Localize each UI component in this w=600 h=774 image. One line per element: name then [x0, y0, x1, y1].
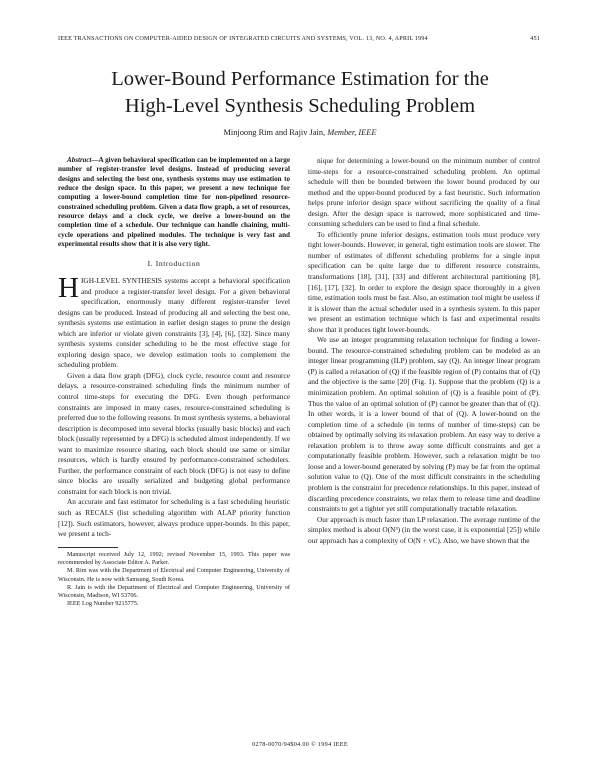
footnote-manuscript: Manuscript received July 12, 1992; revised November 15, 1993. This paper was recommended by Associate Editor A. Parker.: [58, 550, 290, 566]
intro-paragraph-3: An accurate and fast estimator for scheduling is a fast scheduling heuristic such as RECALS (list scheduling algorithm with ALAP priority function [12]). Such estimators, however, always produce upper-bounds. In this paper, we present a tech-: [58, 497, 290, 539]
running-header: [58, 35, 540, 42]
intro-paragraph-1: [58, 271, 290, 371]
intro-paragraph-2: Given a data flow graph (DFG), clock cycle, resource count and resource delays, a resource-constrained scheduling finds the minimum number of control time-steps for executing the DFG. Even though performance constraints are imposed in many cases, resource-constrained scheduling is preferred due to the following reasons. In most synthesis systems, a behavioral description is decomposed into several blocks (usually basic blocks) and each block (usually represented by a DFG) is scheduled almost independently. If we want to maximize resource sharing, each block should use same or similar resources, which is hardly ensured by performance-constrained schedulers. Further, the performance constraint of each block (DFG) is not easy to define since blocks are usually serialized and budgeting global performance constraint for each block is non trivial.: [58, 370, 291, 496]
section-heading-introduction: I. Introduction: [147, 259, 201, 269]
right-paragraph-2: To efficiently prune inferior designs, estimation tools must produce very tight lower-bounds. However, in general, tight estimation tools are slower. The number of estimates of different scheduling problems for a single input specification can be quite large due to different resource constraints, transformations [18], [31], [33] and different architectural partitioning [8], [16], [17], [32]. In order to explore the design space thoroughly in a given time, estimation tools must be fast. Also, an estimation tool might be useless if it is slower than the actual scheduler used in a synthesis system. In this paper we present an estimation technique which is fast and experimental results show that it produces tight lower-bounds.: [308, 229, 540, 334]
title-line-1: Lower-Bound Performance Estimation for the: [111, 68, 489, 90]
abstract-text: —A given behavioral specification can be implemented on a large number of register-transfer level designs. Instead of producing several designs and selecting the best one, synthesis systems may use estimation to reduce the design space. In this paper, we present a new technique for computing a lower-bound completion time for non-pipelined resource-constrained scheduling problem. Given a data flow graph, a set of resources, resource delays and a clock cycle, we derive a lower-bound on the completion time of a schedule. Our technique can handle chaining, multi-cycle operations and pipelined modules. The technique is very fast and experimental results show that it is also very tight.: [58, 156, 290, 249]
intro-paragraph-1-text: IGH-LEVEL SYNTHESIS systems accept a behavioral specification and produce a register-transfer level design. For a given behavioral specification, enormously many different register-transfer level designs can be produced. Instead of producing all and selecting the best one, synthesis systems use estimation in earlier design stages to prune the design which are inferior or violate given constraints [3], [4], [6], [32]. Since many synthesis systems consider scheduling to be the most effective stage for exploring design space, we develop estimation tools to complement the scheduling problem.: [58, 275, 290, 370]
right-paragraph-3: We use an integer programming relaxation technique for finding a lower-bound. The resource-constrained scheduling problem can be modeled as an integer linear programming (ILP) problem, say (Q). An integer linear program (P) is called a relaxation of (Q) if the feasible region of (P) contains that of (Q) and the objective is the same [20] (Fig. 1). Suppose that the problem (Q) is a minimization problem. An optimal solution of (Q) is a feasible point of (P). Thus the value of an optimal solution of (P) cannot be greater than that of (Q). In other words, it is a lower bound of that of (Q). A lower-bound on the completion time of a schedule (in terms of number of time-steps) can be obtained by optimally solving its relaxation problem. An easy way to derive a relaxation problem is to throw away some difficult constraints and get a computationally feasible problem. However, such a relaxation might be too loose and a lower-bound generated by solving (P) may be far from the optimal solution value to (Q). One of the most difficult constraints in the scheduling problem is the constraint for precedence relationships. In this paper, instead of discarding precedence constraints, we relax them to release time and deadline constraints to get a tighter yet still computationally tractable relaxation.: [308, 335, 540, 514]
left-column: [58, 156, 290, 609]
footnote-log-number: IEEE Log Number 9215775.: [67, 600, 139, 608]
abstract-label: Abstract: [67, 156, 92, 164]
author-membership: Member, IEEE: [327, 128, 377, 137]
footnote-divider: [58, 547, 118, 548]
author-names: Minjoong Rim and Rajiv Jain,: [223, 128, 326, 137]
author-line: [0, 128, 600, 137]
abstract: [58, 156, 290, 249]
page-number: 451: [530, 35, 540, 42]
right-column: [308, 156, 540, 546]
footnote-author-rim: M. Rim was with the Department of Electrical and Computer Engineering, University of Wisconsin. He is now with Samsung, South Korea.: [58, 567, 290, 583]
footnotes: [58, 551, 290, 609]
footnote-author-jain: R. Jain is with the Department of Electrical and Computer Engineering, University of Wisconsin, Madison, WI 53706.: [58, 583, 290, 600]
drop-cap: H: [58, 271, 79, 304]
paper-title: [0, 66, 600, 120]
right-paragraph-1: nique for determining a lower-bound on the minimum number of control time-steps for a resource-constrained scheduling problem. An optimal schedule will then be bounded between the lower bound produced by our method and the upper-bound produced by a fast heuristic. Such information helps prune inferior design space without sacrificing the quality of a final design. After the design space is narrowed, more sophisticated and time-consuming schedulers can be used to find a final schedule.: [308, 156, 540, 229]
copyright-id: 0278-0070/94$04.00 © 1994 IEEE: [252, 741, 348, 748]
journal-header: IEEE TRANSACTIONS ON COMPUTER-AIDED DESIGN OF INTEGRATED CIRCUITS AND SYSTEMS, VOL. 13, NO. 4, APRIL 1994: [58, 35, 428, 42]
title-line-2: High-Level Synthesis Scheduling Problem: [124, 95, 476, 117]
right-paragraph-4: Our approach is much faster than LP relaxation. The average runtime of the simplex method is about O(N³) (in the worst case, it is exponential [25]) while our approach has a complexity of O(N + vC). Also, we have shown that the: [308, 514, 540, 545]
